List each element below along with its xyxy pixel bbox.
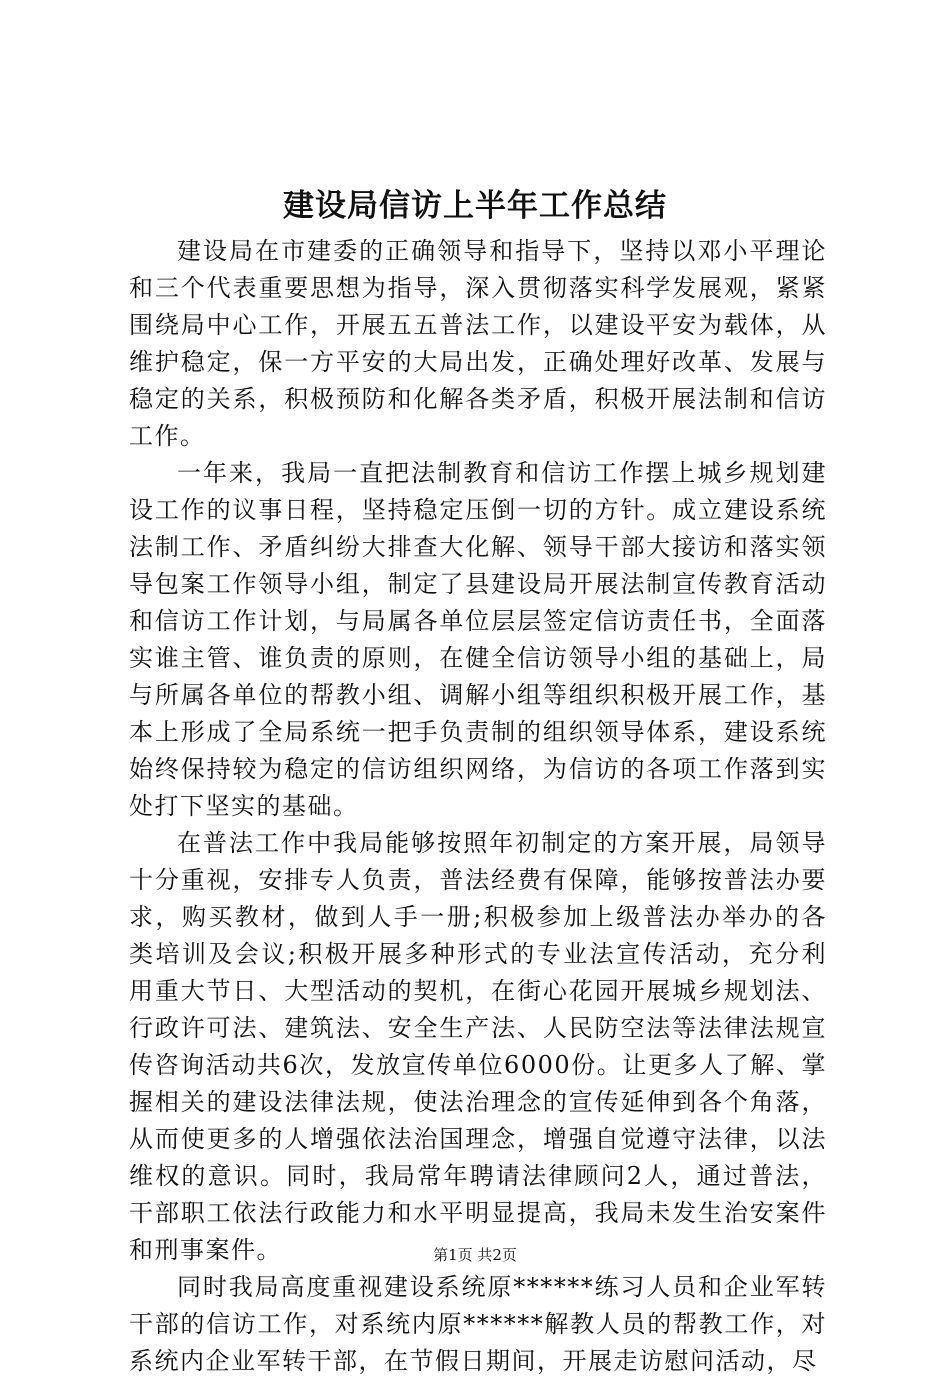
document-title: 建设局信访上半年工作总结: [283, 188, 667, 224]
paragraph-organization: 一年来，我局一直把法制教育和信访工作摆上城乡规划建设工作的议事日程，坚持稳定压倒一切的方针。成立建设系统法制工作、矛盾纠纷大排查大化解、领导干部大接访和落实领导包案工作领导小组，制定了县建设局开展法制宣传教育活动和信访工作计划，与局属各单位层层签定信访责任书，全面落实谁主管、谁负责的原则，在健全信访领导小组的基础上，局与所属各单位的帮教小组、调解小组等组织积极开展工作，基本上形成了全局系统一把手负责制的组织领导体系，建设系统始终保持较为稳定的信访组织网络，为信访的各项工作落到实处打下坚实的基础。: [129, 459, 827, 820]
page-number-footer: 第1页 共2页: [433, 1246, 517, 1264]
paragraph-legal-education: 在普法工作中我局能够按照年初制定的方案开展，局领导十分重视，安排专人负责，普法经费有保障，能够按普法办要求，购买教材，做到人手一册;积极参加上级普法办举办的各类培训及会议;积极开展多种形式的专业法宣传活动，充分利用重大节日、大型活动的契机，在街心花园开展城乡规划法、行政许可法、建筑法、安全生产法、人民防空法等法律法规宣传咨询活动共6次，发放宣传单位6000份。让更多人了解、掌握相关的建设法律法规，使法治理念的宣传延伸到各个角落，从而使更多的人增强依法治国理念，增强自觉遵守法律，以法维权的意识。同时，我局常年聘请法律顾问2人，通过普法，干部职工依法行政能力和水平明显提高，我局未发生治安案件和刑事案件。: [129, 829, 827, 1264]
paragraph-intro: 建设局在市建委的正确领导和指导下，坚持以邓小平理论和三个代表重要思想为指导，深入贯彻落实科学发展观，紧紧围绕局中心工作，开展五五普法工作，以建设平安为载体，从维护稳定，保一方平安的大局出发，正确处理好改革、发展与稳定的关系，积极预防和化解各类矛盾，积极开展法制和信访工作。: [129, 237, 827, 450]
paragraph-petition-work: 同时我局高度重视建设系统原******练习人员和企业军转干部的信访工作，对系统内原******解教人员的帮教工作，对系统内企业军转干部，在节假日期间，开展走访慰问活动，尽: [129, 1273, 827, 1375]
document-body: [129, 233, 827, 1380]
